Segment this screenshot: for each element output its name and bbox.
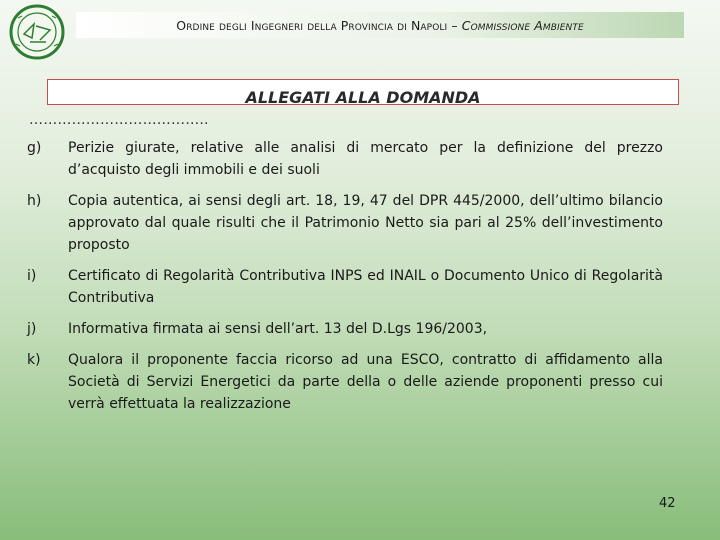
item-letter: h) — [27, 193, 42, 209]
item-letter: k) — [27, 352, 41, 368]
header-bar — [76, 12, 684, 38]
list-item — [27, 190, 663, 256]
item-text: Qualora il proponente faccia ricorso ad una ESCO, contratto di affidamento alla Società di Servizi Energetici da parte della o delle aziende proponenti presso cui verrà effettuata la realizzazione — [68, 352, 663, 412]
header-title-org: Ordine degli Ingegneri della Provincia di Napoli – — [176, 17, 462, 33]
section-title-box — [47, 79, 679, 105]
list-item — [27, 349, 663, 415]
item-letter: g) — [27, 140, 42, 156]
list-item — [27, 137, 663, 181]
list-item — [27, 318, 663, 340]
ellipsis-dots: ……………………………….. — [29, 112, 209, 128]
item-text: Copia autentica, ai sensi degli art. 18, 19, 47 del DPR 445/2000, dell’ultimo bilancio approvato dal quale risulti che il Patrimonio Netto sia pari al 25% dell’investimento proposto — [68, 193, 663, 253]
page-number: 42 — [659, 496, 676, 511]
item-text: Informativa firmata ai sensi dell’art. 13 del D.Lgs 196/2003, — [68, 321, 488, 337]
item-letter: j) — [27, 321, 37, 337]
item-text: Certificato di Regolarità Contributiva INPS ed INAIL o Documento Unico di Regolarità Contributiva — [68, 268, 663, 306]
section-title: ALLEGATI ALLA DOMANDA — [245, 87, 481, 107]
item-text: Perizie giurate, relative alle analisi di mercato per la definizione del prezzo d’acquisto degli immobili e dei suoli — [68, 140, 663, 178]
header-title — [176, 18, 584, 33]
item-letter: i) — [27, 268, 37, 284]
list-item — [27, 265, 663, 309]
header-title-commission: Commissione Ambiente — [461, 17, 584, 33]
attachment-list — [27, 137, 663, 424]
order-seal-logo — [6, 4, 68, 60]
